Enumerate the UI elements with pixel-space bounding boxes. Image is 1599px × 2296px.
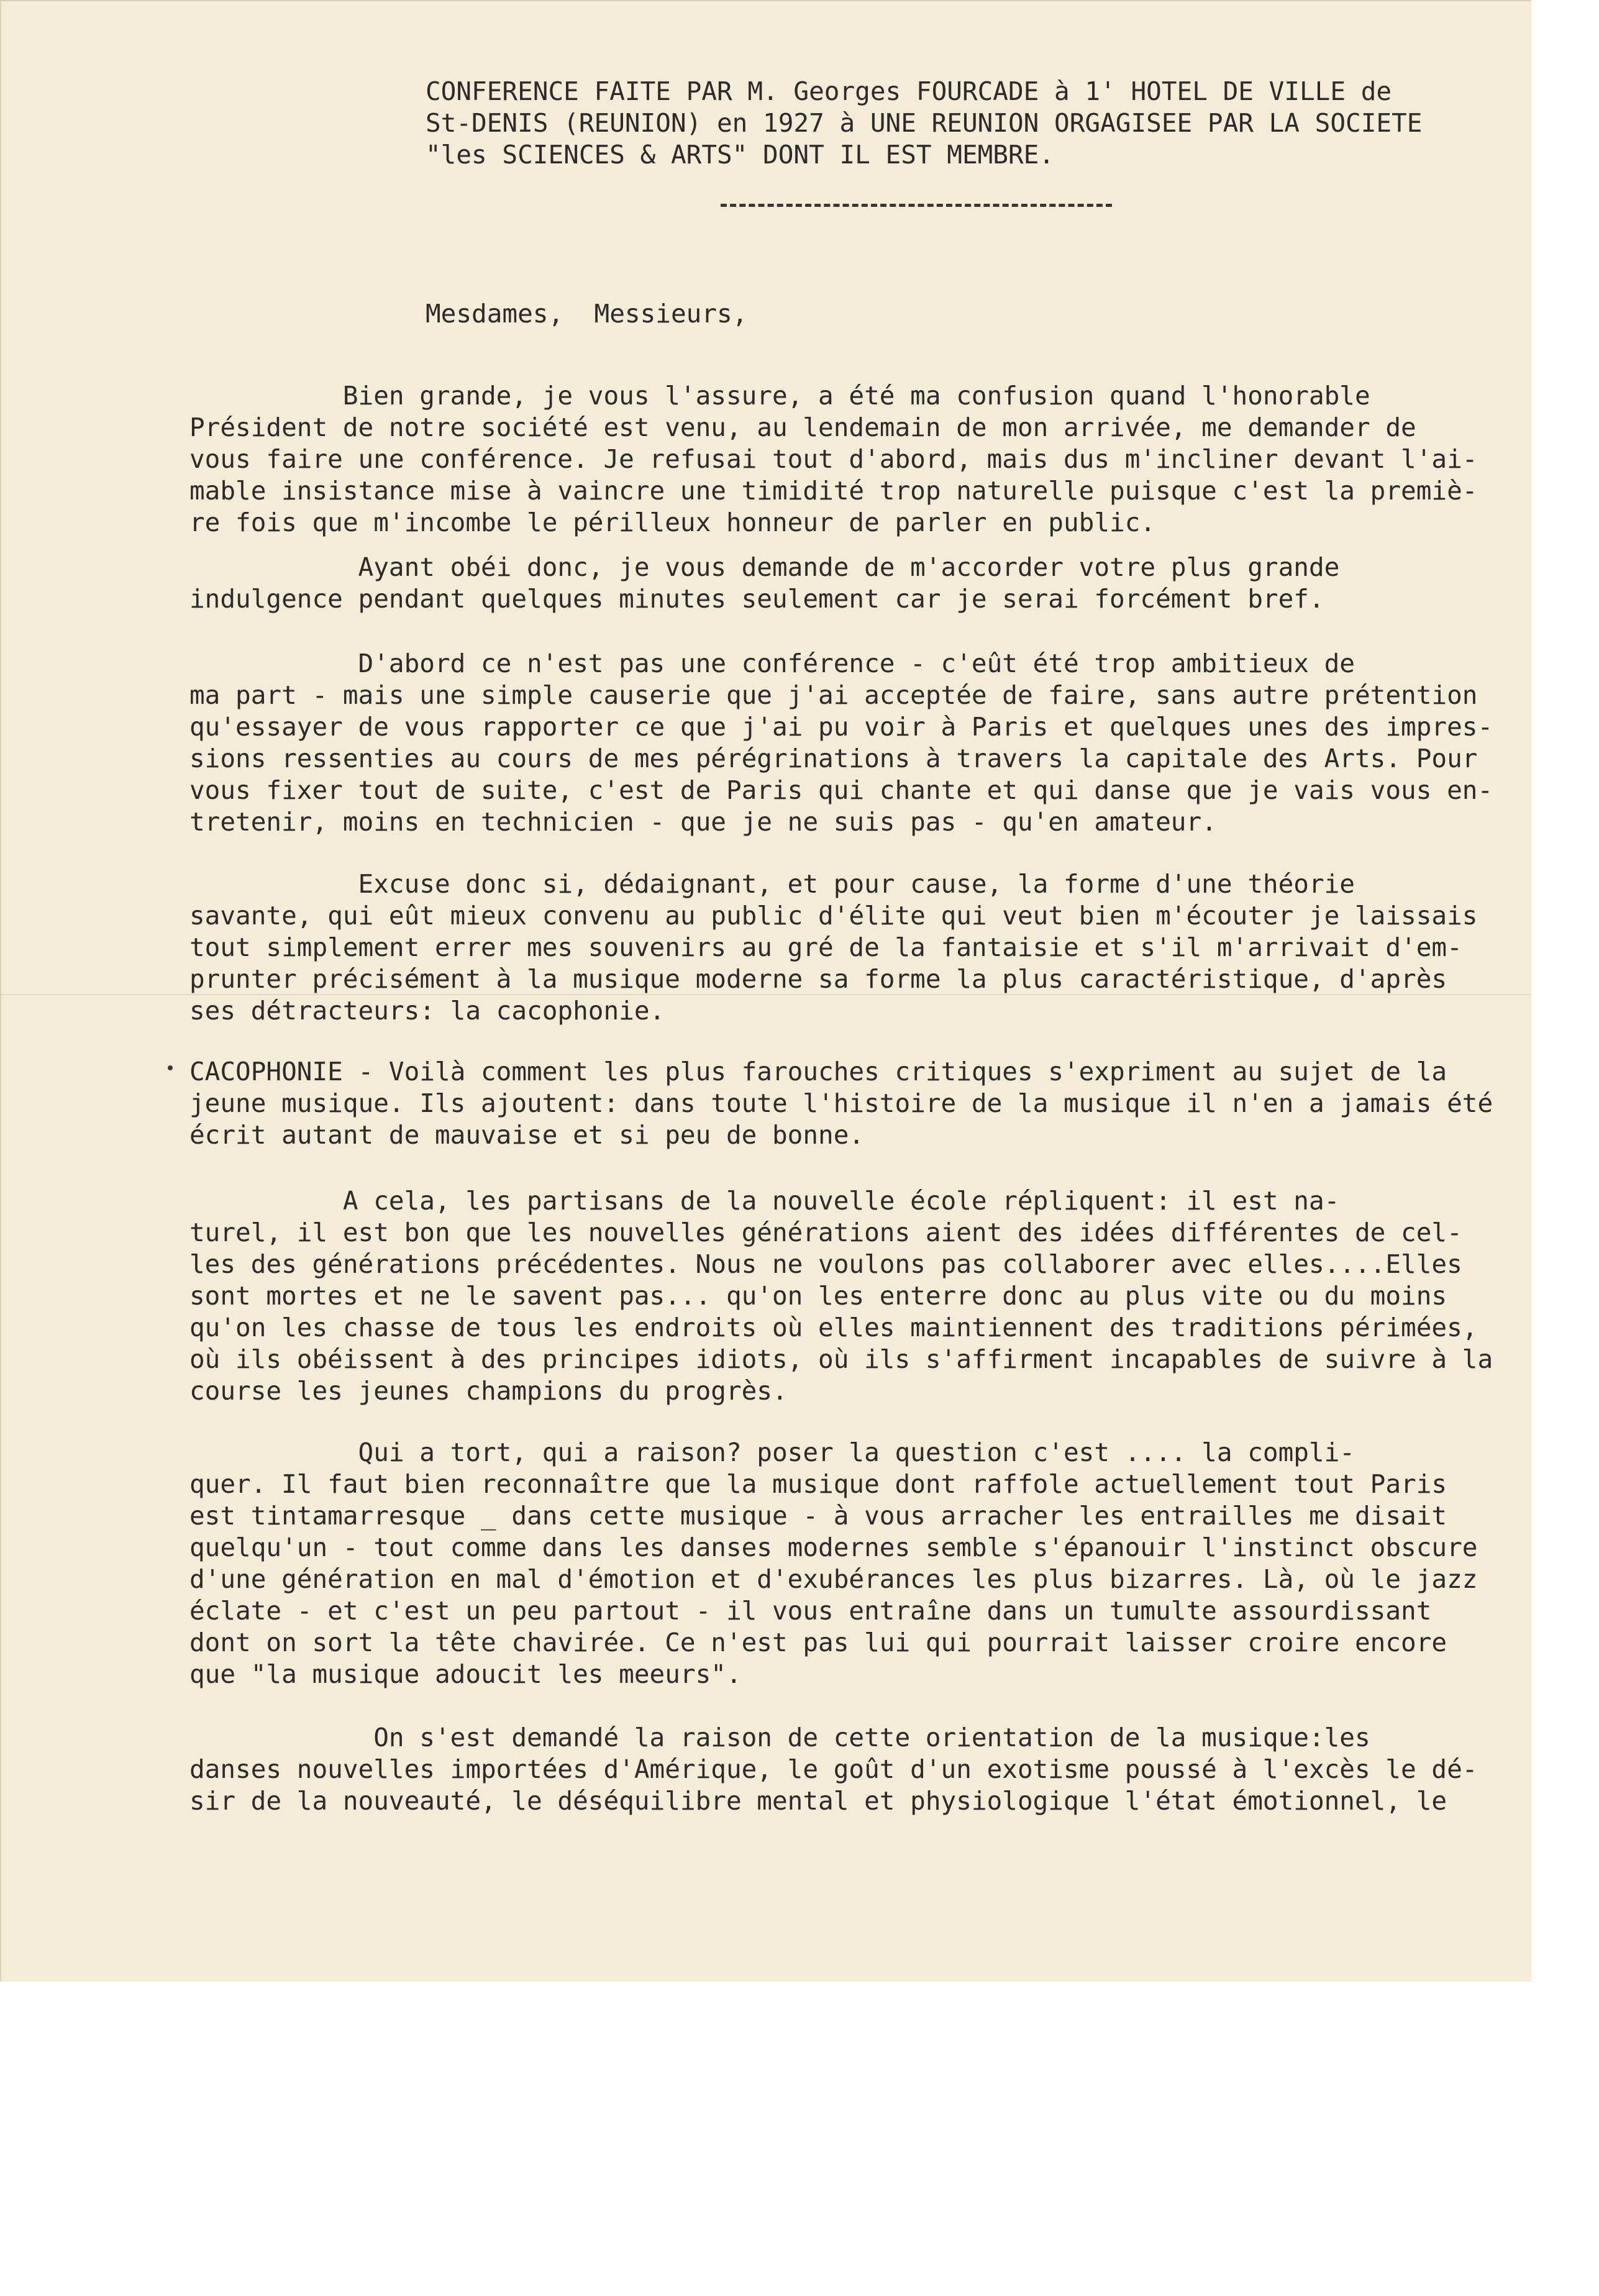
text-line: Président de notre société est venu, au lendemain de mon arrivée, me demander de [189,412,1416,442]
text-line: dont on sort la tête chavirée. Ce n'est pas lui qui pourrait laisser croire encore [189,1628,1447,1657]
header-divider [721,204,1112,207]
text-line: D'abord ce n'est pas une conférence - c'eût été trop ambitieux de [189,649,1355,678]
text-line: éclate - et c'est un peu partout - il vous entraîne dans un tumulte assourdissant [189,1596,1432,1626]
text-line: vous faire une conférence. Je refusai tout d'abord, mais dus m'incliner devant l'ai- [189,444,1478,474]
paragraph-8 [189,1722,1477,1817]
text-line: prunter précisément à la musique moderne sa forme la plus caractéristique, d'après [189,964,1447,994]
text-line: qu'on les chasse de tous les endroits où elles maintiennent des traditions périmées, [189,1313,1478,1342]
text-line: quelqu'un - tout comme dans les danses modernes semble s'épanouir l'instinct obscure [189,1533,1478,1562]
text-line: écrit autant de mauvaise et si peu de bonne. [189,1120,865,1150]
paragraph-7 [189,1437,1477,1690]
text-line: quer. Il faut bien reconnaître que la musique dont raffole actuellement tout Paris [189,1469,1447,1499]
text-line: danses nouvelles importées d'Amérique, le goût d'un exotisme poussé à l'excès le dé- [189,1754,1478,1784]
text-line: tout simplement errer mes souvenirs au gré de la fantaisie et s'il m'arrivait d'em- [189,932,1462,962]
margin-mark [168,1065,173,1070]
paragraph-2 [189,552,1339,615]
header-line: "les SCIENCES & ARTS" DONT IL EST MEMBRE. [426,140,1055,170]
paragraph-3 [189,648,1493,838]
text-line: est tintamarresque _ dans cette musique - à vous arracher les entrailles me disait [189,1501,1447,1531]
text-line: sir de la nouveauté, le déséquilibre mental et physiologique l'état émotionnel, le [189,1786,1447,1816]
paragraph-5 [189,1056,1493,1151]
text-line: ma part - mais une simple causerie que j'ai acceptée de faire, sans autre prétention [189,680,1478,710]
text-line: CACOPHONIE - Voilà comment les plus farouches critiques s'expriment au sujet de la [189,1057,1447,1086]
text-line: où ils obéissent à des principes idiots, où ils s'affirment incapables de suivre à la [189,1344,1493,1374]
text-line: tretenir, moins en technicien - que je ne suis pas - qu'en amateur. [189,807,1217,837]
text-line: A cela, les partisans de la nouvelle école répliquent: il est na- [189,1186,1340,1216]
text-line: Qui a tort, qui a raison? poser la question c'est .... la compli- [189,1437,1355,1467]
text-line: qu'essayer de vous rapporter ce que j'ai pu voir à Paris et quelques unes des impres- [189,712,1493,742]
text-line: mable insistance mise à vaincre une timidité trop naturelle puisque c'est la premiè- [189,476,1478,506]
text-line: savante, qui eût mieux convenu au public d'élite qui veut bien m'écouter je laissais [189,901,1478,931]
text-line: jeune musique. Ils ajoutent: dans toute l'histoire de la musique il n'en a jamais été [189,1088,1493,1118]
text-line: sont mortes et ne le savent pas... qu'on les enterre donc au plus vite ou du moins [189,1281,1447,1311]
paragraph-6 [189,1185,1493,1407]
document-header [426,76,1422,171]
text-line: Excuse donc si, dédaignant, et pour cause, la forme d'une théorie [189,869,1355,899]
text-line: ses détracteurs: la cacophonie. [189,996,665,1026]
text-line: que "la musique adoucit les meeurs". [189,1659,742,1689]
text-line: les des générations précédentes. Nous ne voulons pas collaborer avec elles....Elles [189,1249,1462,1279]
salutation: Mesdames, Messieurs, [426,299,748,329]
text-line: indulgence pendant quelques minutes seulement car je serai forcément bref. [189,584,1324,614]
text-line: On s'est demandé la raison de cette orientation de la musique:les [189,1723,1370,1752]
text-line: vous fixer tout de suite, c'est de Paris qui chante et qui danse que je vais vous en- [189,775,1493,805]
text-line: course les jeunes champions du progrès. [189,1376,788,1406]
paragraph-1 [189,380,1477,539]
text-line: re fois que m'incombe le périlleux honneur de parler en public. [189,508,1156,537]
paragraph-4 [189,868,1477,1027]
text-line: Bien grande, je vous l'assure, a été ma confusion quand l'honorable [189,381,1370,411]
header-line: St-DENIS (REUNION) en 1927 à UNE REUNION ORGAGISEE PAR LA SOCIETE [426,108,1423,138]
header-line: CONFERENCE FAITE PAR M. Georges FOURCADE à 1' HOTEL DE VILLE de [426,76,1392,106]
text-line: turel, il est bon que les nouvelles générations aient des idées différentes de cel- [189,1218,1462,1247]
text-line: Ayant obéi donc, je vous demande de m'accorder votre plus grande [189,552,1340,582]
text-line: d'une génération en mal d'émotion et d'exubérances les plus bizarres. Là, où le jazz [189,1564,1478,1594]
text-line: sions ressenties au cours de mes pérégrinations à travers la capitale des Arts. Pour [189,744,1478,773]
